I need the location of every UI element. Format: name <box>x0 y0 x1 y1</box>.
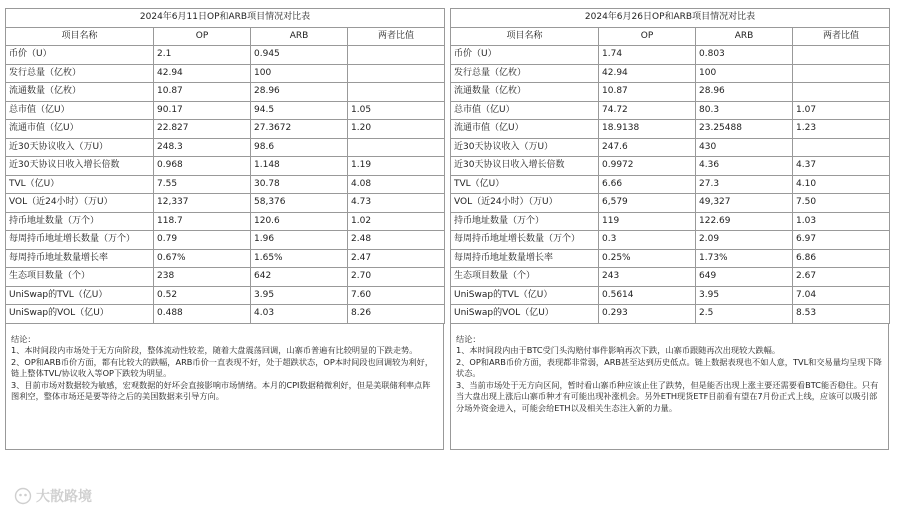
cell-arb-value: 28.96 <box>251 83 348 102</box>
cell-arb-value: 3.95 <box>251 286 348 305</box>
cell-ratio-value <box>793 83 890 102</box>
cell-ratio-value: 1.20 <box>348 120 445 139</box>
cell-op-value: 243 <box>599 268 696 287</box>
cell-op-value: 118.7 <box>154 212 251 231</box>
cell-op-value: 247.6 <box>599 138 696 157</box>
cell-arb-value: 27.3672 <box>251 120 348 139</box>
cell-op-value: 0.293 <box>599 305 696 324</box>
cell-arb-value: 2.5 <box>696 305 793 324</box>
header-op: OP <box>154 27 251 46</box>
header-ratio: 两者比值 <box>348 27 445 46</box>
table-row <box>6 212 445 231</box>
cell-item-name: 发行总量（亿枚） <box>6 64 154 83</box>
cell-item-name: 近30天协议收入（万U） <box>451 138 599 157</box>
table-row <box>6 101 445 120</box>
cell-op-value: 42.94 <box>599 64 696 83</box>
cell-op-value: 0.3 <box>599 231 696 250</box>
table-row <box>451 64 890 83</box>
header-item-name: 项目名称 <box>6 27 154 46</box>
cell-arb-value: 1.65% <box>251 249 348 268</box>
cell-item-name: 流通市值（亿U） <box>6 120 154 139</box>
cell-ratio-value: 4.37 <box>793 157 890 176</box>
table-row <box>451 268 890 287</box>
cell-item-name: 总市值（亿U） <box>6 101 154 120</box>
table-row <box>6 231 445 250</box>
left-comparison-panel <box>5 8 444 486</box>
table-row <box>6 138 445 157</box>
cell-arb-value: 4.03 <box>251 305 348 324</box>
cell-ratio-value: 4.10 <box>793 175 890 194</box>
cell-arb-value: 649 <box>696 268 793 287</box>
cell-op-value: 6,579 <box>599 194 696 213</box>
cell-op-value: 90.17 <box>154 101 251 120</box>
table-row <box>451 120 890 139</box>
table-row <box>6 120 445 139</box>
cell-arb-value: 94.5 <box>251 101 348 120</box>
table-row <box>6 64 445 83</box>
cell-arb-value: 3.95 <box>696 286 793 305</box>
cell-item-name: 持币地址数量（万个） <box>451 212 599 231</box>
table-row <box>451 286 890 305</box>
cell-ratio-value: 6.97 <box>793 231 890 250</box>
header-arb: ARB <box>696 27 793 46</box>
table-row <box>451 83 890 102</box>
cell-arb-value: 100 <box>251 64 348 83</box>
conclusion-point-3: 3、当前市场处于无方向区间，暂时看山寨币种应该止住了跌势，但是能否出现上涨主要还需要看BTC能否稳住。只有当大盘出现上涨后山寨币种才有可能出现补涨机会。另外ETH现货ETF目前看有望在7月份正式上线，应该可以吸引部分场外资金进入，可能会给ETH以及相关生态注入新的力量。 <box>456 379 879 414</box>
cell-op-value: 7.55 <box>154 175 251 194</box>
cell-item-name: VOL（近24小时）（万U） <box>451 194 599 213</box>
cell-arb-value: 642 <box>251 268 348 287</box>
cell-item-name: UniSwap的VOL（亿U） <box>451 305 599 324</box>
table-row <box>6 46 445 65</box>
cell-item-name: 流通数量（亿枚） <box>451 83 599 102</box>
watermark-logo-icon <box>14 487 32 505</box>
cell-op-value: 6.66 <box>599 175 696 194</box>
header-ratio: 两者比值 <box>793 27 890 46</box>
left-conclusion <box>5 324 444 450</box>
cell-item-name: UniSwap的TVL（亿U） <box>6 286 154 305</box>
cell-arb-value: 23.25488 <box>696 120 793 139</box>
cell-item-name: 发行总量（亿枚） <box>451 64 599 83</box>
cell-item-name: 每周持币地址数量增长率 <box>6 249 154 268</box>
cell-ratio-value: 1.23 <box>793 120 890 139</box>
cell-arb-value: 27.3 <box>696 175 793 194</box>
cell-op-value: 238 <box>154 268 251 287</box>
cell-ratio-value <box>793 138 890 157</box>
cell-ratio-value: 1.07 <box>793 101 890 120</box>
cell-item-name: 持币地址数量（万个） <box>6 212 154 231</box>
table-row <box>6 83 445 102</box>
cell-item-name: VOL（近24小时）（万U） <box>6 194 154 213</box>
cell-arb-value: 30.78 <box>251 175 348 194</box>
cell-arb-value: 1.96 <box>251 231 348 250</box>
cell-ratio-value <box>348 83 445 102</box>
cell-op-value: 10.87 <box>599 83 696 102</box>
conclusion-point-2: 2、OP和ARB币价方面，都有比较大的跌幅，ARB币价一直表现不好，处于超跌状态，OP本时间段也回调较为利好，链上整体TVL/协议收入等OP下跌较为明显。 <box>11 356 434 379</box>
cell-arb-value: 1.73% <box>696 249 793 268</box>
cell-ratio-value: 2.70 <box>348 268 445 287</box>
table-title: 2024年6月11日OP和ARB项目情况对比表 <box>6 9 445 28</box>
cell-op-value: 22.827 <box>154 120 251 139</box>
conclusion-heading: 结论： <box>11 333 36 344</box>
cell-ratio-value: 2.48 <box>348 231 445 250</box>
cell-arb-value: 4.36 <box>696 157 793 176</box>
cell-op-value: 0.67% <box>154 249 251 268</box>
cell-op-value: 42.94 <box>154 64 251 83</box>
conclusion-point-2: 2、OP和ARB币价方面，表现都非常弱，ARB甚至达到历史低点。链上数据表现也不如人意，TVL和交易量均呈现下降状态。 <box>456 356 882 379</box>
cell-item-name: UniSwap的VOL（亿U） <box>6 305 154 324</box>
cell-item-name: 总市值（亿U） <box>451 101 599 120</box>
right-comparison-panel <box>450 8 889 486</box>
conclusion-heading: 结论： <box>456 333 481 344</box>
header-op: OP <box>599 27 696 46</box>
cell-op-value: 0.25% <box>599 249 696 268</box>
table-row <box>451 305 890 324</box>
conclusion-point-1: 1、本时间段内市场处于无方向阶段，整体流动性较差，随着大盘震荡回调，山寨币普遍有比较明显的下跌走势。 <box>11 345 418 356</box>
table-row <box>6 305 445 324</box>
cell-arb-value: 0.803 <box>696 46 793 65</box>
table-row <box>6 249 445 268</box>
cell-item-name: 流通市值（亿U） <box>451 120 599 139</box>
header-arb: ARB <box>251 27 348 46</box>
cell-ratio-value: 8.53 <box>793 305 890 324</box>
cell-op-value: 0.968 <box>154 157 251 176</box>
cell-op-value: 0.488 <box>154 305 251 324</box>
cell-item-name: 近30天协议日收入增长倍数 <box>451 157 599 176</box>
cell-op-value: 0.52 <box>154 286 251 305</box>
conclusion-point-3: 3、目前市场对数据较为敏感，宏观数据的好坏会直接影响市场情绪。本月的CPI数据稍微利好，但是美联储利率点阵图利空，整体市场还是要等待之后的美国数据来引导方向。 <box>11 379 431 402</box>
cell-ratio-value: 7.60 <box>348 286 445 305</box>
cell-op-value: 119 <box>599 212 696 231</box>
cell-ratio-value <box>348 46 445 65</box>
cell-ratio-value: 1.05 <box>348 101 445 120</box>
cell-arb-value: 58,376 <box>251 194 348 213</box>
cell-arb-value: 2.09 <box>696 231 793 250</box>
cell-op-value: 0.79 <box>154 231 251 250</box>
cell-ratio-value: 7.04 <box>793 286 890 305</box>
cell-arb-value: 122.69 <box>696 212 793 231</box>
cell-item-name: 生态项目数量（个） <box>451 268 599 287</box>
table-row <box>451 231 890 250</box>
table-row <box>6 286 445 305</box>
table-row <box>6 157 445 176</box>
table-row <box>451 175 890 194</box>
header-item-name: 项目名称 <box>451 27 599 46</box>
cell-item-name: TVL（亿U） <box>6 175 154 194</box>
table-row <box>451 157 890 176</box>
cell-arb-value: 49,327 <box>696 194 793 213</box>
cell-op-value: 1.74 <box>599 46 696 65</box>
table-row <box>451 46 890 65</box>
right-comparison-table <box>450 8 890 324</box>
cell-item-name: 每周持币地址增长数量（万个） <box>6 231 154 250</box>
watermark-text: 大散路境 <box>36 489 92 505</box>
conclusion-point-1: 1、本时间段内由于BTC受门头沟赔付事件影响再次下跌，山寨币跟随再次出现较大跌幅。 <box>456 345 781 356</box>
cell-item-name: TVL（亿U） <box>451 175 599 194</box>
cell-op-value: 12,337 <box>154 194 251 213</box>
cell-ratio-value: 8.26 <box>348 305 445 324</box>
cell-arb-value: 1.148 <box>251 157 348 176</box>
cell-ratio-value: 1.02 <box>348 212 445 231</box>
table-row <box>451 249 890 268</box>
cell-item-name: 每周持币地址数量增长率 <box>451 249 599 268</box>
cell-ratio-value: 2.67 <box>793 268 890 287</box>
right-conclusion <box>450 324 889 450</box>
cell-ratio-value <box>793 46 890 65</box>
cell-arb-value: 100 <box>696 64 793 83</box>
cell-op-value: 10.87 <box>154 83 251 102</box>
cell-ratio-value <box>348 64 445 83</box>
table-row <box>6 194 445 213</box>
cell-op-value: 74.72 <box>599 101 696 120</box>
cell-item-name: 每周持币地址增长数量（万个） <box>451 231 599 250</box>
cell-op-value: 0.9972 <box>599 157 696 176</box>
cell-ratio-value: 4.08 <box>348 175 445 194</box>
cell-ratio-value <box>793 64 890 83</box>
cell-arb-value: 80.3 <box>696 101 793 120</box>
cell-item-name: 流通数量（亿枚） <box>6 83 154 102</box>
cell-ratio-value: 1.19 <box>348 157 445 176</box>
table-title: 2024年6月26日OP和ARB项目情况对比表 <box>451 9 890 28</box>
cell-item-name: 生态项目数量（个） <box>6 268 154 287</box>
cell-item-name: UniSwap的TVL（亿U） <box>451 286 599 305</box>
watermark <box>14 486 92 506</box>
table-row <box>451 138 890 157</box>
cell-arb-value: 0.945 <box>251 46 348 65</box>
cell-op-value: 248.3 <box>154 138 251 157</box>
cell-item-name: 币价（U） <box>451 46 599 65</box>
table-row <box>6 268 445 287</box>
cell-op-value: 18.9138 <box>599 120 696 139</box>
cell-ratio-value <box>348 138 445 157</box>
cell-ratio-value: 6.86 <box>793 249 890 268</box>
left-comparison-table <box>5 8 445 324</box>
cell-arb-value: 98.6 <box>251 138 348 157</box>
table-row <box>451 101 890 120</box>
table-row <box>451 194 890 213</box>
table-row <box>451 212 890 231</box>
cell-ratio-value: 2.47 <box>348 249 445 268</box>
cell-op-value: 2.1 <box>154 46 251 65</box>
cell-arb-value: 120.6 <box>251 212 348 231</box>
cell-item-name: 近30天协议收入（万U） <box>6 138 154 157</box>
cell-item-name: 近30天协议日收入增长倍数 <box>6 157 154 176</box>
cell-ratio-value: 1.03 <box>793 212 890 231</box>
cell-ratio-value: 7.50 <box>793 194 890 213</box>
cell-arb-value: 28.96 <box>696 83 793 102</box>
cell-op-value: 0.5614 <box>599 286 696 305</box>
table-row <box>6 175 445 194</box>
cell-item-name: 币价（U） <box>6 46 154 65</box>
cell-ratio-value: 4.73 <box>348 194 445 213</box>
cell-arb-value: 430 <box>696 138 793 157</box>
